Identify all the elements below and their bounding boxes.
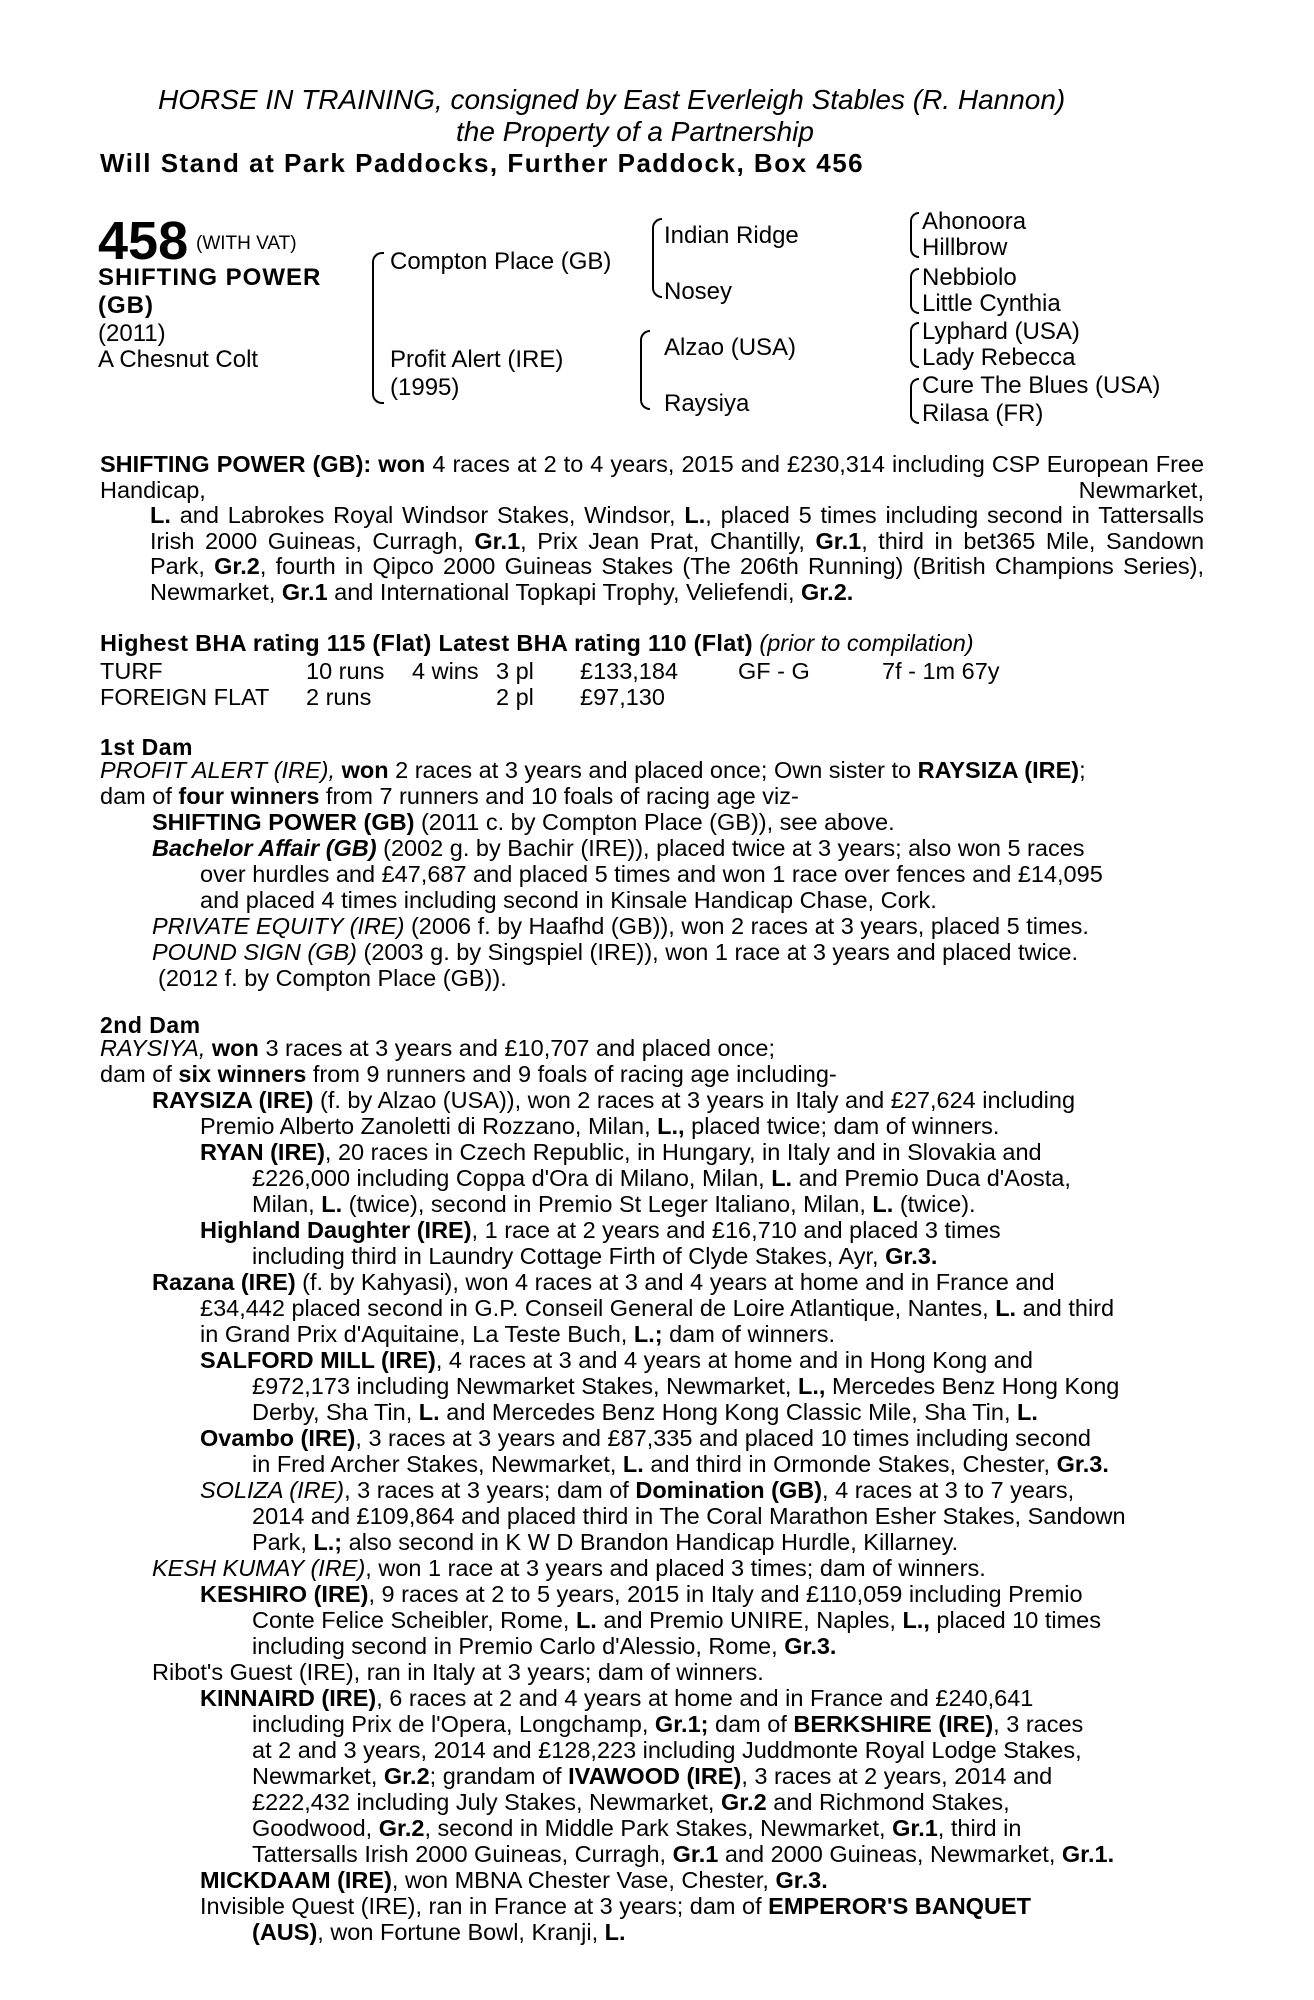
dam2-soliza-3: Park, L.; also second in K W D Brandon Handicap Hurdle, Killarney. [252,1529,959,1555]
dam2-razana-3: in Grand Prix d'Aquitaine, La Teste Buch, L.; dam of winners. [200,1321,835,1347]
dam2-keshiro-1: KESHIRO (IRE), 9 races at 2 to 5 years, 2015 in Italy and £110,059 including Premio [200,1581,1083,1607]
dam2-kinnaird-5: £222,432 including July Stakes, Newmarket, Gr.2 and Richmond Stakes, [252,1789,1010,1815]
ratings-highest: Highest BHA rating 115 (Flat) Latest BHA rating 110 (Flat) [100,630,753,656]
header-property: the Property of a Partnership [456,116,814,147]
dam2-mickdaam: MICKDAAM (IRE), won MBNA Chester Vase, Chester, Gr.3. [200,1867,828,1893]
pedigree-sire-dam: Nosey [664,278,733,305]
pedigree-dam-dam: Raysiya [664,390,750,417]
pedigree-brace-main [372,252,384,404]
dam2-kinnaird-3: at 2 and 3 years, 2014 and £128,223 including Juddmonte Royal Lodge Stakes, [252,1737,1082,1763]
dam1-text1: 2 races at 3 years and placed once; Own sister to [395,757,912,783]
dam2-kinnaird-1: KINNAIRD (IRE), 6 races at 2 and 4 years at home and in France and £240,641 [200,1685,1034,1711]
record-text-6: fourth in Qipco 2000 Guineas Stakes (The 206th Running) (British Champions Series), Newmarket, [150,553,1204,605]
header-consignor: HORSE IN TRAINING, consigned by East Everleigh Stables (R. Hannon) [158,84,1066,115]
dam2-raysiza-1: RAYSIZA (IRE) (f. by Alzao (USA)), won 2 races at 3 years in Italy and £27,624 including [152,1087,1076,1113]
pedigree-ssd: Hillbrow [922,234,1008,261]
dam2-ryan-2: £226,000 including Coppa d'Ora di Milano, Milan, L. and Premio Duca d'Aosta, [252,1165,1071,1191]
dam1-produce-2c: and placed 4 times including second in Kinsale Handicap Chase, Cork. [200,887,937,913]
ratings-type: FOREIGN FLAT [100,684,270,710]
dam2-raysiza-2: Premio Alberto Zanoletti di Rozzano, Milan, L., placed twice; dam of winners. [200,1113,1000,1139]
lot-number: 458 [98,211,189,271]
record-text-3: placed 5 times including second in Tattersalls Irish 2000 Guineas, Curragh, [150,502,1205,554]
dam2-highland-1: Highland Daughter (IRE), 1 race at 2 years and £16,710 and placed 3 times [200,1217,1001,1243]
record-listed-1: L. [150,502,171,528]
record-group2-1: Gr.2 [214,553,260,579]
dam1-produce-3: PRIVATE EQUITY (IRE) (2006 f. by Haafhd (GB)), won 2 races at 3 years, placed 5 times. [152,913,1089,939]
dam1-four-winners: four winners [178,783,320,809]
dam1-produce-1: SHIFTING POWER (GB) (2011 c. by Compton Place (GB)), see above. [152,809,895,835]
ratings-runs: 2 runs [306,684,372,710]
pedigree-brace-ss [910,212,919,258]
ratings-prize: £133,184 [580,658,679,684]
pedigree-brace-dd [910,378,919,424]
pedigree-sss: Ahonoora [922,208,1027,235]
dam1-produce-4: POUND SIGN (GB) (2003 g. by Singspiel (IRE)), won 1 race at 3 years and placed twice. [152,939,1079,965]
pedigree-sire-sire: Indian Ridge [664,222,799,249]
pedigree-dam-year: (1995) [390,374,460,401]
dam1-produce-2b: over hurdles and £47,687 and placed 5 times and won 1 race over fences and £14,095 [200,861,1103,887]
dam1-produce-2: Bachelor Affair (GB) (2002 g. by Bachir (IRE)), placed twice at 3 years; also won 5 races [152,835,1085,861]
dam1-line2: dam of four winners from 7 runners and 10 foals of racing age viz- [100,783,799,809]
pedigree-dds: Cure The Blues (USA) [922,372,1161,399]
ratings-wins: 4 wins [412,658,479,684]
dam2-title: 2nd Dam [100,1012,201,1038]
ratings-runs: 10 runs [306,658,385,684]
dam2-kinnaird-6: Goodwood, Gr.2, second in Middle Park Stakes, Newmarket, Gr.1, third in [252,1815,1022,1841]
lot-year: (2011) [98,320,166,347]
ratings-prize: £97,130 [580,684,665,710]
record-won: won [378,451,426,477]
dam1-name: PROFIT ALERT (IRE), [100,757,336,783]
ratings-type: TURF [100,658,163,684]
ratings-placed: 3 pl [496,658,534,684]
dam2-soliza-1: SOLIZA (IRE), 3 races at 3 years; dam of Domination (GB), 4 races at 3 to 7 years, [200,1477,1075,1503]
dam2-razana-2: £34,442 placed second in G.P. Conseil General de Loire Atlantique, Nantes, L. and third [200,1295,1115,1321]
ratings-going: GF - G [738,658,810,684]
dam2-kinnaird-4: Newmarket, Gr.2; grandam of IVAWOOD (IRE), 3 races at 2 years, 2014 and [252,1763,1053,1789]
record-text-2: and Labrokes Royal Windsor Stakes, Windsor, [179,502,676,528]
dam1-title: 1st Dam [100,734,193,760]
lot-horse-country: (GB) [98,292,154,319]
record-group2-2: Gr.2. [801,578,854,605]
dam2-keshiro-2: Conte Felice Scheibler, Rome, L. and Premio UNIRE, Naples, L., placed 10 times [252,1607,1101,1633]
pedigree-sds: Nebbiolo [922,264,1017,291]
race-record: SHIFTING POWER (GB): won 4 races at 2 to 4 years, 2015 and £230,314 including CSP European Free Handicap, Newmarket, L. and Labrokes Royal Windsor Stakes, Windsor, L., placed 5 times including second in Tattersalls Irish 2000 Guineas, Curragh, Gr.1, Prix Jean Prat, Chantilly, Gr.1, third in bet365 Mile, Sandown Park, Gr.2, fourth in Qipco 2000 Guineas Stakes (The 206th Running) (British Champions Series), Newmarket, Gr.1 and International Topkapi Trophy, Veliefendi, Gr.2. [100,451,1205,605]
dam2-invisible-2: (AUS), won Fortune Bowl, Kranji, L. [252,1919,626,1945]
dam2-salford-3: Derby, Sha Tin, L. and Mercedes Benz Hong Kong Classic Mile, Sha Tin, L. [252,1399,1038,1425]
ratings-distance: 7f - 1m 67y [882,658,1000,684]
dam2-highland-2: including third in Laundry Cottage Firth of Clyde Stakes, Ayr, Gr.3. [252,1243,938,1269]
pedigree-dsd: Lady Rebecca [922,344,1076,371]
pedigree-ddd: Rilasa (FR) [922,400,1044,427]
dam2-salford-2: £972,173 including Newmarket Stakes, Newmarket, L., Mercedes Benz Hong Kong [252,1373,1120,1399]
dam1-line1: PROFIT ALERT (IRE), won 2 races at 3 years and placed once; Own sister to RAYSIZA (IRE); [100,757,1086,783]
lot-horse-name: SHIFTING POWER [98,264,322,291]
record-group1-3: Gr.1 [281,578,328,605]
pedigree-brace-sd [910,268,919,314]
ratings-heading [100,632,974,656]
dam2-salford-1: SALFORD MILL (IRE), 4 races at 3 and 4 years at home and in Hong Kong and [200,1347,1033,1373]
dam2-kesh-1: KESH KUMAY (IRE), won 1 race at 3 years and placed 3 times; dam of winners. [152,1555,986,1581]
record-text-7: and International Topkapi Trophy, Veliefendi, [334,578,795,605]
dam2-line1: RAYSIYA, won 3 races at 3 years and £10,707 and placed once; [100,1035,775,1061]
dam2-ryan-3: Milan, L. (twice), second in Premio St Leger Italiano, Milan, L. (twice). [252,1191,976,1217]
pedigree-sdd: Little Cynthia [922,290,1061,317]
pedigree-dam: Profit Alert (IRE) [390,346,564,373]
dam2-kinnaird-2: including Prix de l'Opera, Longchamp, Gr.1; dam of BERKSHIRE (IRE), 3 races [252,1711,1084,1737]
header-location: Will Stand at Park Paddocks, Further Paddock, Box 456 [100,148,865,178]
record-group1-1: Gr.1 [474,527,521,554]
record-group1-2: Gr.1 [815,527,862,554]
dam2-kinnaird-7: Tattersalls Irish 2000 Guineas, Curragh, Gr.1 and 2000 Guineas, Newmarket, Gr.1. [252,1841,1115,1867]
dam2-soliza-2: 2014 and £109,864 and placed third in The Coral Marathon Esher Stakes, Sandown [252,1503,1126,1529]
record-text-4: Prix Jean Prat, Chantilly, [537,527,805,554]
pedigree-dam-sire: Alzao (USA) [664,334,797,361]
dam2-line2: dam of six winners from 9 runners and 9 foals of racing age including- [100,1061,837,1087]
ratings-placed: 2 pl [496,684,534,710]
lot-description: A Chesnut Colt [98,346,259,373]
record-text-1: 4 races at 2 to 4 years, 2015 and £230,314 including CSP European Free Handicap, Newmarket, [100,451,1205,503]
record-horse-name: SHIFTING POWER (GB) [100,451,364,477]
dam2-ovambo-2: in Fred Archer Stakes, Newmarket, L. and third in Ormonde Stakes, Chester, Gr.3. [252,1451,1109,1477]
dam2-invisible-1: Invisible Quest (IRE), ran in France at 3 years; dam of EMPEROR'S BANQUET [200,1893,1031,1919]
dam1-won: won [341,757,389,783]
dam2-ovambo-1: Ovambo (IRE), 3 races at 3 years and £87,335 and placed 10 times including second [200,1425,1091,1451]
dam2-keshiro-3: including second in Premio Carlo d'Alessio, Rome, Gr.3. [252,1633,837,1659]
dam2-razana-1: Razana (IRE) (f. by Kahyasi), won 4 races at 3 and 4 years at home and in France and [152,1269,1055,1295]
pedigree-brace-dam [640,330,650,410]
lot-vat: (WITH VAT) [196,233,297,254]
pedigree-brace-ds [910,322,919,368]
dam2-ryan-1: RYAN (IRE), 20 races in Czech Republic, in Hungary, in Italy and in Slovakia and [200,1139,1042,1165]
record-text-5: third in bet365 Mile, Sandown Park, [150,527,1205,579]
pedigree-sire: Compton Place (GB) [390,248,612,275]
record-listed-2: L. [684,502,706,528]
pedigree-brace-sire [652,218,662,298]
dam1-sister: RAYSIZA (IRE) [917,757,1080,783]
dam1-produce-5: (2012 f. by Compton Place (GB)). [158,965,507,991]
dam2-ribot: Ribot's Guest (IRE), ran in Italy at 3 years; dam of winners. [152,1659,764,1685]
pedigree-dss: Lyphard (USA) [922,318,1080,345]
ratings-note: (prior to compilation) [759,630,974,656]
